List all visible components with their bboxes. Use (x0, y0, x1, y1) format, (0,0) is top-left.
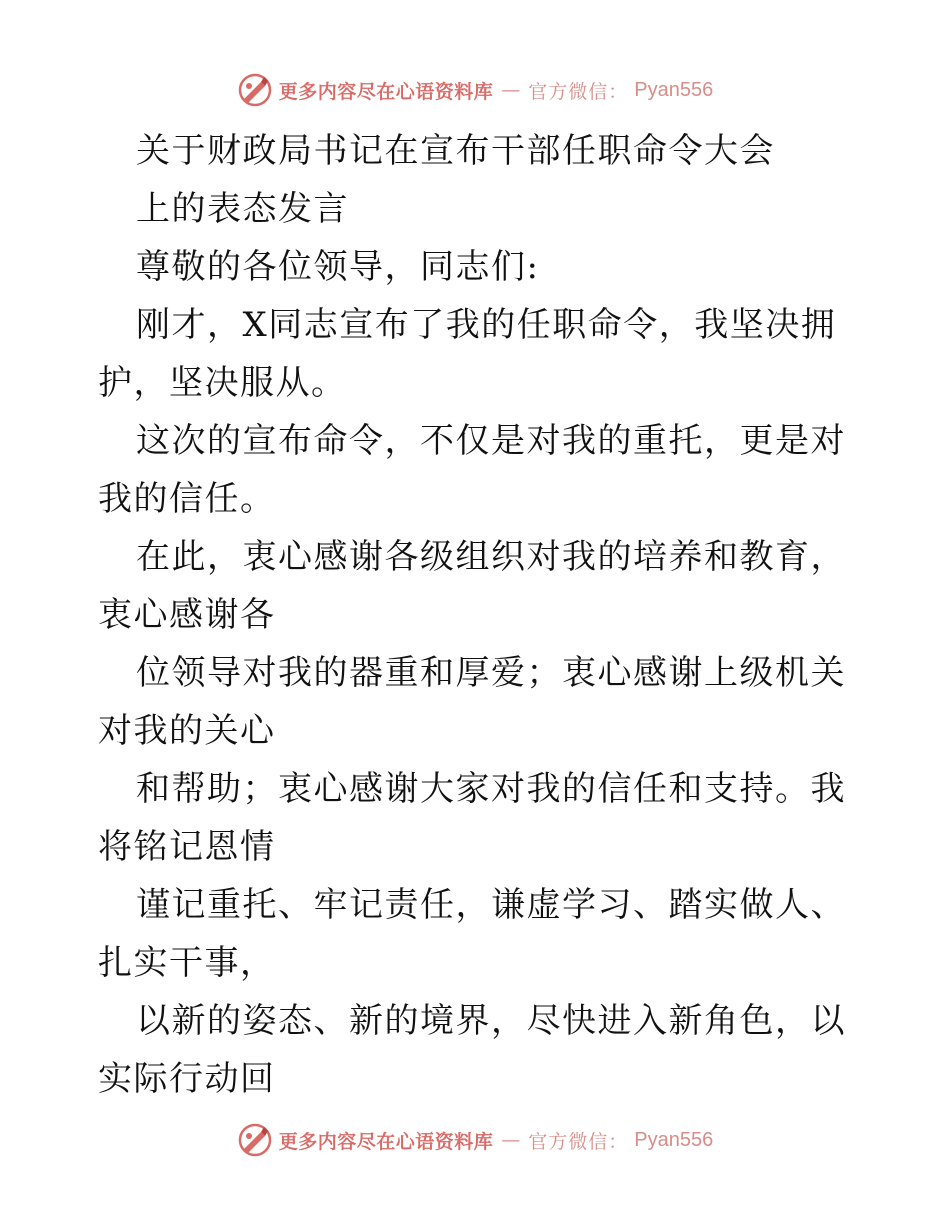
paragraph: 以新的姿态、新的境界，尽快进入新角色，以实际行动回 (98, 1001, 846, 1099)
watermark-separator: — (501, 1129, 521, 1151)
paragraph: 谨记重托、牢记责任，谦虚学习、踏实做人、扎实干事， (98, 885, 846, 983)
watermark-wechat-label: 官方微信： (528, 80, 629, 103)
paragraph: 这次的宣布命令，不仅是对我的重托，更是对我的信任。 (98, 421, 846, 519)
paragraph: 在此，衷心感谢各级组织对我的培养和教育，衷心感谢各 (98, 537, 846, 635)
document-title-line-2: 上的表态发言 (136, 189, 349, 229)
watermark-site-text: 更多内容尽在心语资料库 (278, 1130, 494, 1153)
watermark-site-text: 更多内容尽在心语资料库 (278, 80, 494, 103)
watermark-wechat-id: Pyan556 (634, 78, 714, 101)
salutation: 尊敬的各位领导，同志们: (136, 247, 540, 287)
paragraph: 位领导对我的器重和厚爱；衷心感谢上级机关对我的关心 (98, 653, 846, 751)
watermark-wechat-id: Pyan556 (634, 1128, 714, 1151)
watermark-wechat-label: 官方微信： (528, 1130, 629, 1153)
watermark-separator: — (501, 79, 521, 101)
pen-logo-icon (237, 1122, 273, 1158)
paragraph: 刚才，X同志宣布了我的任职命令，我坚决拥护，坚决服从。 (98, 305, 837, 403)
document-title-line-1: 关于财政局书记在宣布干部任职命令大会 (136, 131, 775, 171)
paragraph: 和帮助；衷心感谢大家对我的信任和支持。我将铭记恩情 (98, 769, 846, 867)
pen-logo-icon (237, 72, 273, 108)
header-watermark (0, 70, 950, 110)
document-body (98, 122, 858, 1108)
footer-watermark (0, 1120, 950, 1160)
